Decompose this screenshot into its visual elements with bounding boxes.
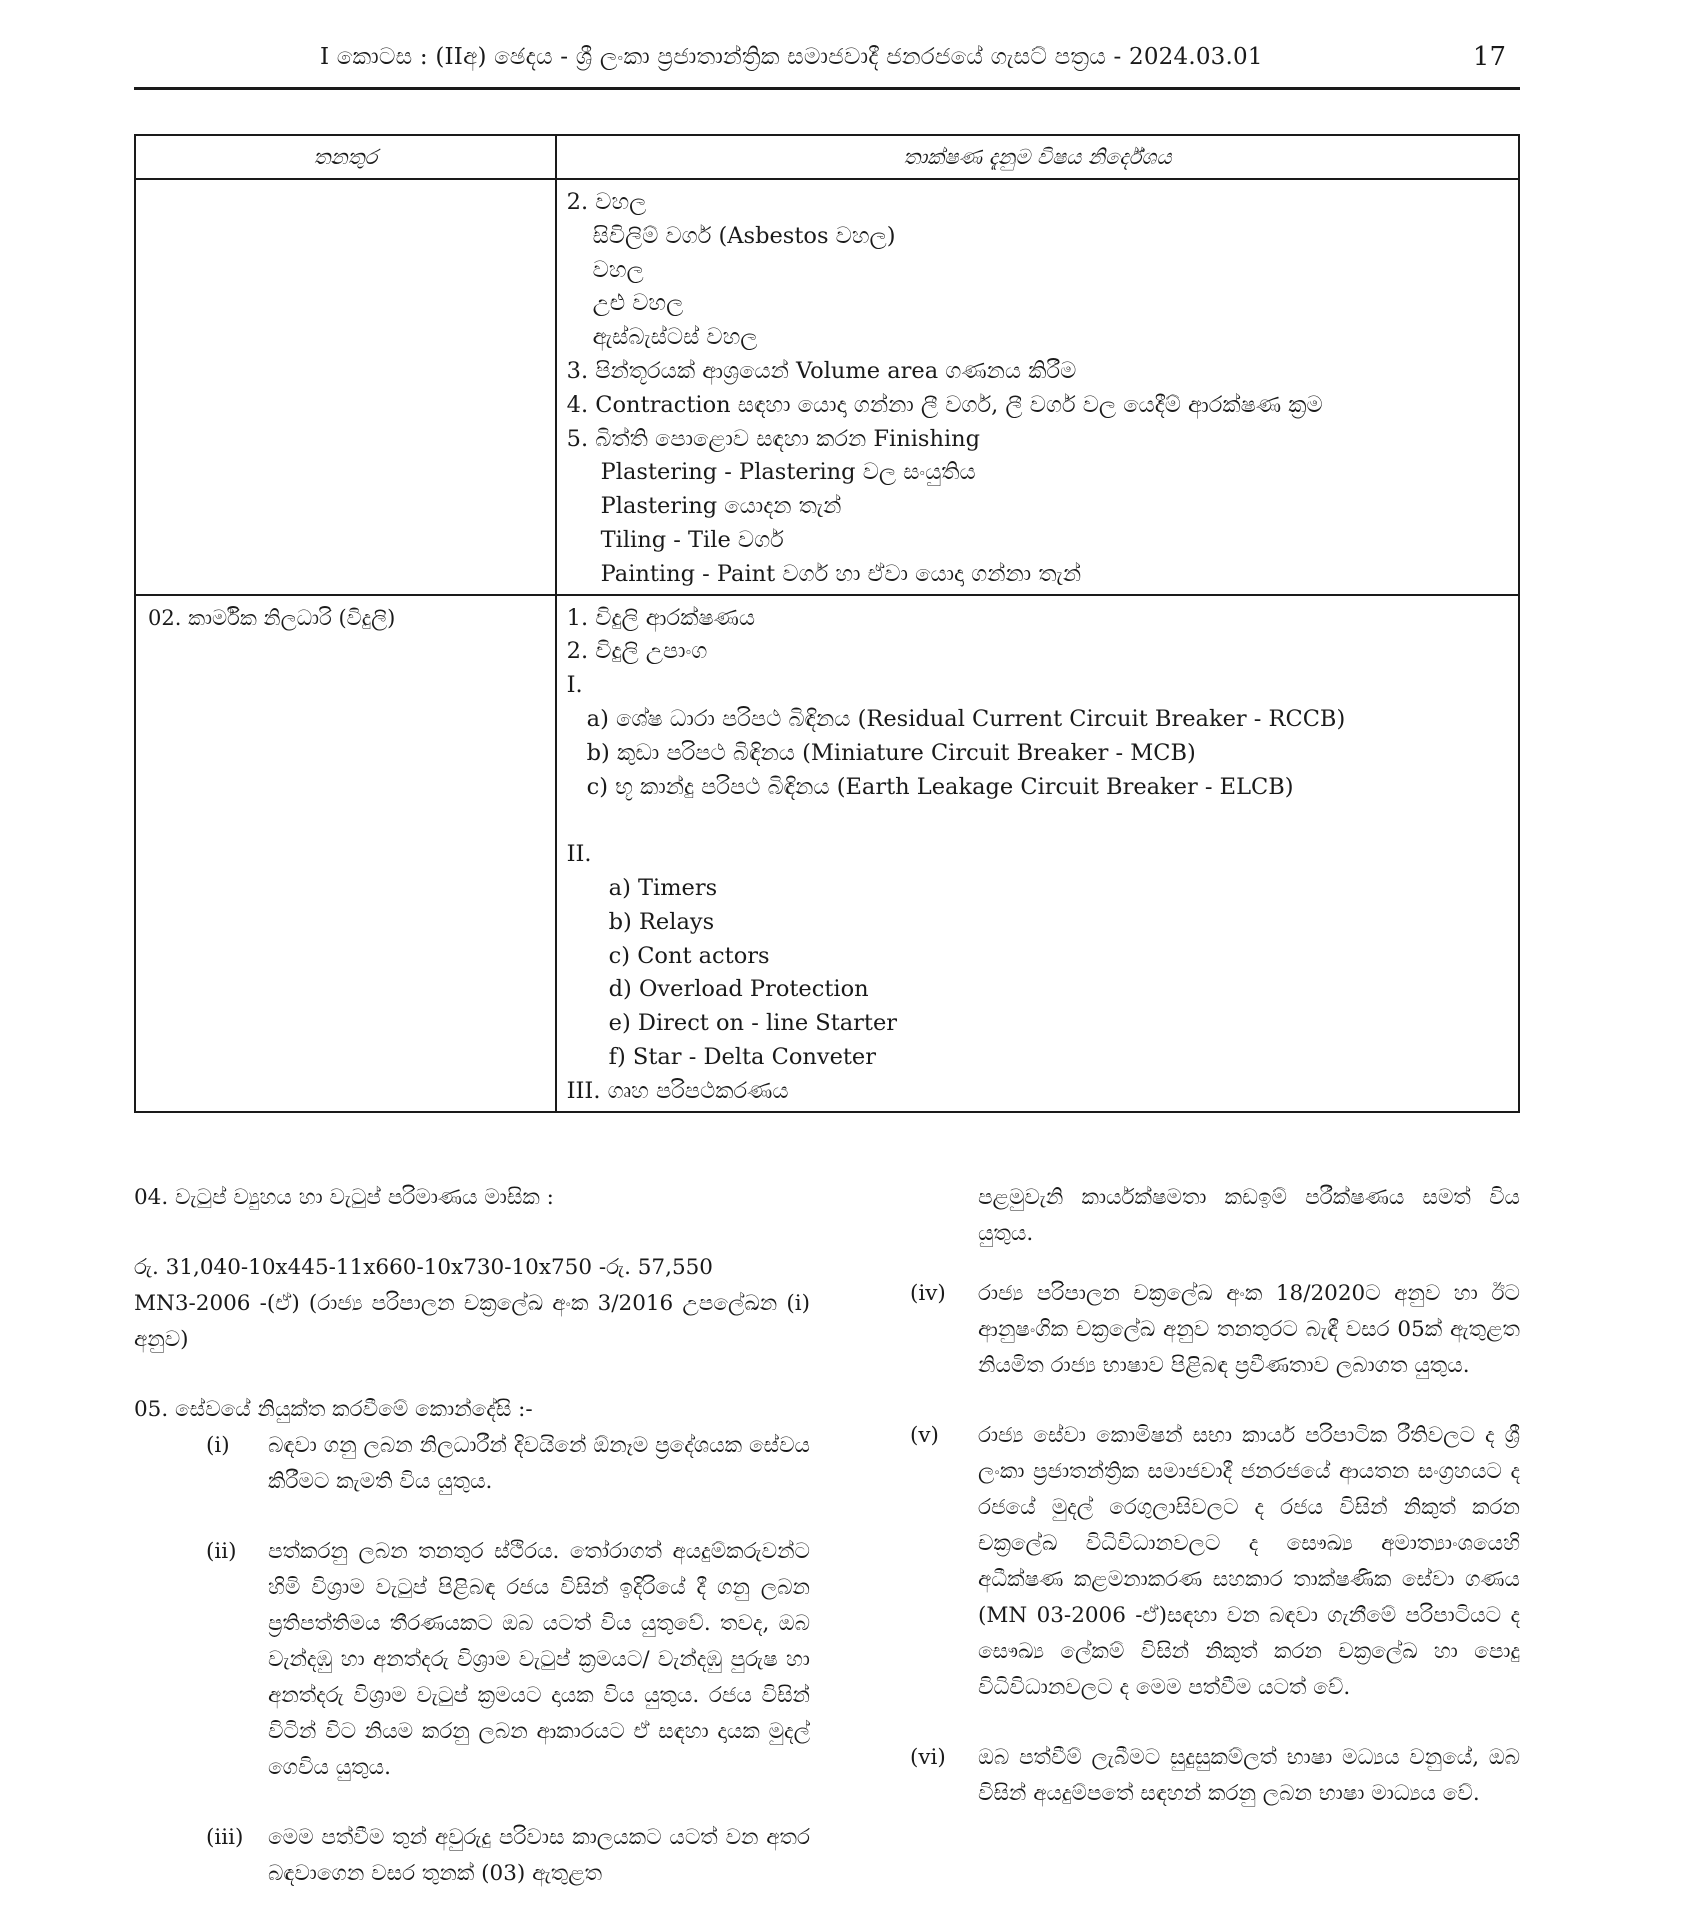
spacer <box>134 1500 810 1534</box>
continuation-text: පළමුවැනි කාර්යක්ෂමතා කඩඉම් පරීක්ෂණය සමත් විය යුතුය. <box>978 1185 1520 1246</box>
syllabus-table <box>134 134 1520 1113</box>
salary-code: MN3-2006 -(ඒ) (රාජ්‍ය පරිපාලන චක්‍රලේඛ අංක 3/2016 උපලේඛන (i) අනුව) <box>134 1291 810 1352</box>
item-number: (i) <box>206 1433 230 1458</box>
syllabus-line: II. <box>566 841 592 868</box>
item-number: (iii) <box>206 1825 244 1850</box>
gazette-header-title: I කොටස : (IIඅ) ඡෙදය - ශ්‍රී ලංකා ප්‍රජාතාන්ත්‍රික සමාජවාදී ජනරජයේ ගැසට් පත්‍රය - 2024.03.01 <box>320 44 1263 70</box>
syllabus-line: 5. බිත්ති පොළොව සඳහා කරන Finishing <box>566 425 981 452</box>
post-cell <box>135 179 556 595</box>
item-number: (v) <box>910 1423 939 1448</box>
syllabus-line: 3. පින්තූරයක් ආශ්‍රයෙන් Volume area ගණනය කිරීම <box>566 357 1077 384</box>
syllabus-line: c) Cont actors <box>608 942 770 969</box>
column-header-post: තනතුර <box>135 135 556 179</box>
spacer <box>910 1706 1520 1740</box>
syllabus-line: c) භූ කාන්දු පරිපථ බිඳිනය (Earth Leakage Circuit Breaker - ELCB) <box>586 773 1294 800</box>
conditions-heading: 05. සේවයේ නියුක්ත කරවීමේ කොන්දේසි :- <box>134 1397 533 1422</box>
right-text-column <box>910 1180 1520 1812</box>
syllabus-line: Plastering යොදන තැන් <box>600 493 842 520</box>
list-item <box>910 1276 1520 1384</box>
spacer <box>134 1358 810 1392</box>
item-text: පත්කරනු ලබන තනතුර ස්ථිරය. තෝරාගත් අයදුම්කරුවන්ට හිමි විශ්‍රාම වැටුප් පිළිබඳ රජය විසින් ඉදිරියේ දී ගනු ලබන ප්‍රතිපත්තිමය තීරණයකට ඔබ යටත් විය යුතුවේ. තවද, ඔබ වැන්දඹු හා අනත්දරු විශ්‍රාම වැටුප් ක්‍රමයට/ වැන්දඹු පුරුෂ හා අනත්දරු විශ්‍රාම වැටුප් ක්‍රමයට දායක විය යුතුය. රජය විසින් විටින් විට නියම කරනු ලබන ආකාරයට ඒ සඳහා දායක මුදල් ගෙවිය යුතුය. <box>268 1539 810 1780</box>
syllabus-line: 1. විදුලි ආරක්ෂණය <box>566 604 756 631</box>
list-item <box>910 1418 1520 1706</box>
syllabus-line: 4. Contraction සඳහා යොදා ගන්නා ලී වර්ග, ලී වර්ග වල යෙදීම් ආරක්ෂණ ක්‍රම <box>566 391 1323 418</box>
table-header-row <box>135 135 1519 179</box>
syllabus-cell <box>556 179 1519 595</box>
salary-scale: රු. 31,040-10x445-11x660-10x730-10x750 -රු. 57,550 <box>134 1255 713 1280</box>
syllabus-line: 2. වහල <box>566 189 647 215</box>
item-text: මෙම පත්වීම තුන් අවුරුදු පරිවාස කාලයකට යටත් වන අතර බඳවාගෙන වසර තුනක් (03) ඇතුළත <box>268 1825 810 1886</box>
spacer <box>910 1252 1520 1276</box>
item-text: බඳවා ගනු ලබන නිලධාරීන් දිවයිනේ ඕනෑම ප්‍රදේශයක සේවය කිරීමට කැමති විය යුතුය. <box>268 1433 810 1494</box>
syllabus-line: f) Star - Delta Conveter <box>608 1043 876 1070</box>
syllabus-blank-line <box>567 804 1510 838</box>
post-cell: 02. කාර්මික නිලධාරි (විදුලි) <box>135 595 556 1112</box>
syllabus-line: b) Relays <box>608 908 715 935</box>
item-number: (iv) <box>910 1281 946 1306</box>
syllabus-line: උළු වහල <box>592 290 684 317</box>
page-header <box>134 44 1520 90</box>
list-item <box>134 1428 810 1500</box>
table-row <box>135 595 1519 1112</box>
item-number: (vi) <box>910 1745 946 1770</box>
item-text: රාජ්‍ය සේවා කොමිෂන් සභා කාර්ය පරිපාටික රීතිවලට ද ශ්‍රී ලංකා ප්‍රජාතන්ත්‍රික සමාජවාදී ජනරජයේ ආයතන සංග්‍රහයට ද රජයේ මුදල් රෙගුලාසිවලට ද රජය විසින් නිකුත් කරන චක්‍රලේඛ විධිවිධානවලට ද සෞඛ්‍ය අමාත්‍යාංශයෙහි අධීක්ෂණ කළමනාකරණ සහකාර තාක්ෂණික සේවා ගණය (MN 03-2006 -ඒ)සඳහා වන බඳවා ගැනීමේ පරිපාටියට ද සෞඛ්‍ය ලේකම් විසින් නිකුත් කරන චක්‍රලේඛ හා පොදු විධිවිධානවලට ද මෙම පත්වීම යටත් වේ. <box>978 1423 1520 1700</box>
syllabus-line: වහල <box>592 256 644 283</box>
syllabus-line: a) Timers <box>608 874 718 901</box>
syllabus-line: b) කුඩා පරිපථ බිඳිනය (Miniature Circuit Breaker - MCB) <box>586 739 1196 766</box>
list-item <box>134 1534 810 1786</box>
syllabus-line: සිවිලිම් වර්ග (Asbestos වහල) <box>592 222 896 249</box>
list-item <box>134 1820 810 1892</box>
page-number: 17 <box>1472 42 1506 72</box>
syllabus-line: Tiling - Tile වර්ග <box>600 526 784 553</box>
syllabus-line: d) Overload Protection <box>608 976 869 1003</box>
syllabus-line: III. ගෘහ පරිපථකරණය <box>566 1077 789 1104</box>
column-header-syllabus: තාක්ෂණ දැනුම විෂය නිර්දේශය <box>556 135 1519 179</box>
syllabus-line: Painting - Paint වර්ග හා ඒවා යොදා ගන්නා තැන් <box>600 560 1082 587</box>
list-item <box>910 1740 1520 1812</box>
syllabus-line: a) ශේෂ ධාරා පරිපථ බිඳිනය (Residual Current Circuit Breaker - RCCB) <box>586 705 1346 732</box>
salary-heading: 04. වැටුප් ව්‍යුහය හා වැටුප් පරිමාණය මාසික : <box>134 1185 554 1210</box>
item-text: ඔබ පත්වීම් ලැබීමට සුදුසුකම්ලත් භාෂා මධ්‍යය වනුයේ, ඔබ විසින් අයදුම්පතේ සඳහන් කරනු ලබන භාෂා මාධ්‍යය වේ. <box>978 1745 1520 1806</box>
spacer <box>134 1216 810 1250</box>
syllabus-line: 2. විදුලි උපාංග <box>566 638 708 665</box>
syllabus-line: ඇස්බැස්ටස් වහල <box>592 324 758 351</box>
syllabus-cell <box>556 595 1519 1112</box>
item-text: රාජ්‍ය පරිපාලන චක්‍රලේඛ අංක 18/2020ට අනුව හා ඊට ආනුෂංගික චක්‍රලේඛ අනුව තනතුරට බැඳී වසර 05ක් ඇතුළත නියමිත රාජ්‍ය භාෂාව පිළිබඳ ප්‍රවීණතාව ලබාගත යුතුය. <box>978 1281 1520 1378</box>
left-text-column <box>134 1180 810 1892</box>
syllabus-line: I. <box>566 672 583 699</box>
item-number: (ii) <box>206 1539 237 1564</box>
syllabus-line: e) Direct on - line Starter <box>608 1010 898 1037</box>
spacer <box>134 1786 810 1820</box>
table-row <box>135 179 1519 595</box>
syllabus-line: Plastering - Plastering වල සංයුතිය <box>600 459 976 486</box>
spacer <box>910 1384 1520 1418</box>
